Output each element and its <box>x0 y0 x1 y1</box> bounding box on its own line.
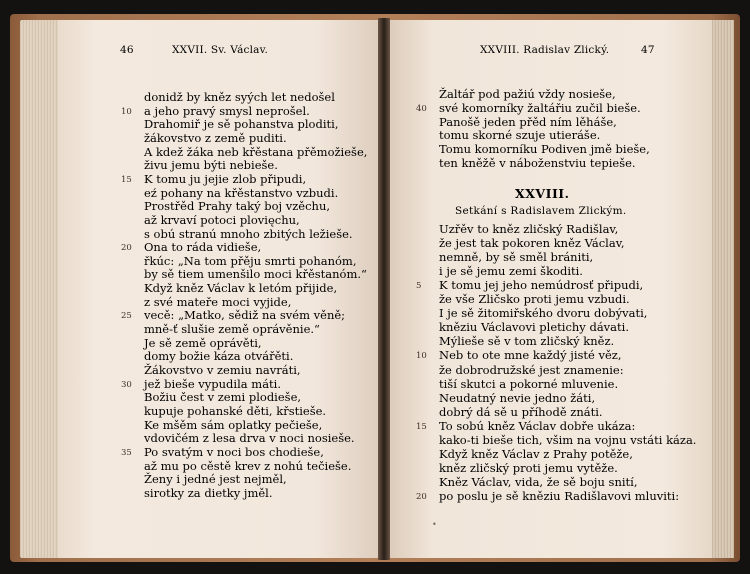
left-verse-line: vecě: „Matko, sědiž na svém věně; <box>144 308 346 323</box>
right-verse-bottom-line-number: 5 <box>416 281 422 292</box>
right-verse-bottom-line: Kněz Václav, vida, že sě boju snití, <box>439 474 638 489</box>
left-verse-line: by sě tiem umenšilo moci křěstanóm.“ <box>144 267 367 282</box>
left-verse-line-number: 35 <box>121 447 132 458</box>
left-verse-line: jež bieše vypudila máti. <box>144 376 282 391</box>
right-verse-bottom-line: Když kněz Václav z Prahy potěže, <box>439 446 633 461</box>
left-verse-line-number: 15 <box>121 174 132 185</box>
left-verse-line: donidž by kněz syých let nedošel <box>144 90 335 104</box>
right-verse-top-line: Tomu komorníku Podiven jmě bieše, <box>439 142 650 157</box>
right-verse-bottom-line: K tomu jej jeho nemúdrosť připudi, <box>439 278 644 293</box>
left-verse-line: s obú stranú mnoho zbitých ležieše. <box>144 226 353 241</box>
left-verse-line: vdovičém z lesa drva v noci nosieše. <box>144 431 355 446</box>
right-verse-bottom-line: I je sě žitomiřského dvoru dobývati, <box>439 306 648 321</box>
left-verse-line: z své mateře moci vyjide, <box>144 294 292 309</box>
left-verse-line: až krvaví potoci plovięchu, <box>144 212 300 227</box>
right-verse-bottom-line: že vše Zličsko proti jemu vzbudi. <box>439 292 630 307</box>
left-verse-line: kupuje pohanské děti, křstieše. <box>144 403 327 418</box>
left-verse-line-number: 20 <box>121 243 132 254</box>
right-verse-bottom-line: že jest tak pokoren kněz Václav, <box>439 236 625 251</box>
right-verse-bottom-line: To sobú kněz Václav dobře ukáza: <box>439 418 636 433</box>
left-verse-line: Je sě země oprávěti, <box>144 335 262 350</box>
page-mark: • <box>432 520 437 529</box>
left-page-number: 46 <box>120 44 134 56</box>
chapter-subtitle: Setkání s Radislavem Zlickým. <box>455 205 627 217</box>
right-verse-bottom-line: Neb to ote mne každý jisté věz, <box>439 348 622 363</box>
right-verse-bottom-line-number: 20 <box>416 491 427 502</box>
left-verse-line: eź pohany na křěstanstvo vzbudi. <box>144 185 339 200</box>
book-gutter <box>378 18 390 560</box>
left-verse-line: Ke mšěm sám oplatky pečieše, <box>144 417 323 432</box>
right-verse-top-line: své komorníky žaltářiu zučil bieše. <box>439 100 641 115</box>
left-verse-line: řkúc: „Na tom přěju smrti pohanóm, <box>144 253 357 268</box>
left-verse-line: Když kněz Václav k letóm přijide, <box>144 281 338 296</box>
page-edges-right <box>712 20 734 558</box>
right-verse-bottom-line: tiší skutci a pokorné mluvenie. <box>439 376 619 391</box>
right-verse-bottom-line-number: 15 <box>416 421 427 432</box>
right-verse-bottom-line: Mýlieše sě v tom zličský kněz. <box>439 334 615 349</box>
left-verse-line: Žákovstvo v zemiu navráti, <box>144 363 301 377</box>
left-verse-line: mně-ť slušie země oprávěnie.“ <box>144 322 320 337</box>
right-page-number: 47 <box>641 44 655 56</box>
left-verse-line: Prostřěd Prahy taký boj vzěchu, <box>144 199 331 214</box>
right-verse-bottom-line: kako-ti bieše tich, všim na vojnu vstáti káza. <box>439 432 697 447</box>
left-verse-line: A kdež žáka neb křěstana přěmožieše, <box>144 144 368 159</box>
page-edges-left <box>20 20 58 558</box>
left-verse-line: sirotky za dietky jměl. <box>144 485 273 500</box>
left-verse-line: Drahomiř je sě pohanstva ploditi, <box>144 117 339 132</box>
right-verse-top-line: Panošě jeden přěd ním lěháše, <box>439 114 617 129</box>
left-verse-line: K tomu ju jejie zlob připudi, <box>144 171 307 186</box>
right-verse-bottom-line: Uzřěv to kněz zličský Radišlav, <box>439 222 619 236</box>
left-verse-line-number: 10 <box>121 106 132 117</box>
right-verse-top-line-number: 40 <box>416 103 427 114</box>
right-verse-bottom-line: kněz zličský proti jemu vytěže. <box>439 460 618 475</box>
right-running-head: XXVIII. Radislav Zlický. <box>480 44 610 56</box>
right-verse-bottom-line: kněziu Václavovi pletichy dávati. <box>439 320 629 335</box>
right-verse-top-line: tomu skorné szuje utieráše. <box>439 128 601 143</box>
left-verse-line: Po svatým v noci bos chodieše, <box>144 444 324 459</box>
right-verse-bottom-line: Neudatný nevie jedno žáti, <box>439 390 596 405</box>
left-verse-line: domy božie káza otvářěti. <box>144 349 294 364</box>
right-verse-top-line: Žaltář pod pažiú vždy nosieše, <box>439 87 616 101</box>
right-verse-bottom-line: že dobrodružské jest znamenie: <box>439 362 624 377</box>
left-verse-line: Ona to ráda vidieše, <box>144 240 262 255</box>
left-verse-line: živu jemu býti nebieše. <box>144 158 278 173</box>
chapter-title: XXVIII. <box>515 186 570 201</box>
right-verse-top-line: ten kněžě v náboženstviu tepieše. <box>439 156 636 170</box>
right-verse-bottom-line-number: 10 <box>416 351 427 362</box>
right-verse-bottom-line: po poslu je sě kněziu Radišlavovi mluviti: <box>439 488 680 503</box>
left-verse-line-number: 30 <box>121 379 132 390</box>
right-verse-bottom-line: dobrý dá sě u příhodě znáti. <box>439 404 603 419</box>
left-verse-line: až mu po cěstě krev z nohú tečieše. <box>144 458 352 473</box>
left-running-head: XXVII. Sv. Václav. <box>172 44 269 56</box>
left-verse-line: a jeho pravý smysl neprošel. <box>144 103 310 118</box>
right-verse-bottom-line: nemně, by sě směl brániti, <box>439 250 594 265</box>
left-verse-line-number: 25 <box>121 311 132 322</box>
left-verse-line: Ženy i jedné jest nejměl, <box>144 472 287 487</box>
left-verse-line: žákovstvo z země puditi. <box>144 130 287 145</box>
right-verse-bottom-line: i je sě jemu zemi škoditi. <box>439 264 583 279</box>
left-verse-line: Božiu čest v zemi plodieše, <box>144 390 302 405</box>
